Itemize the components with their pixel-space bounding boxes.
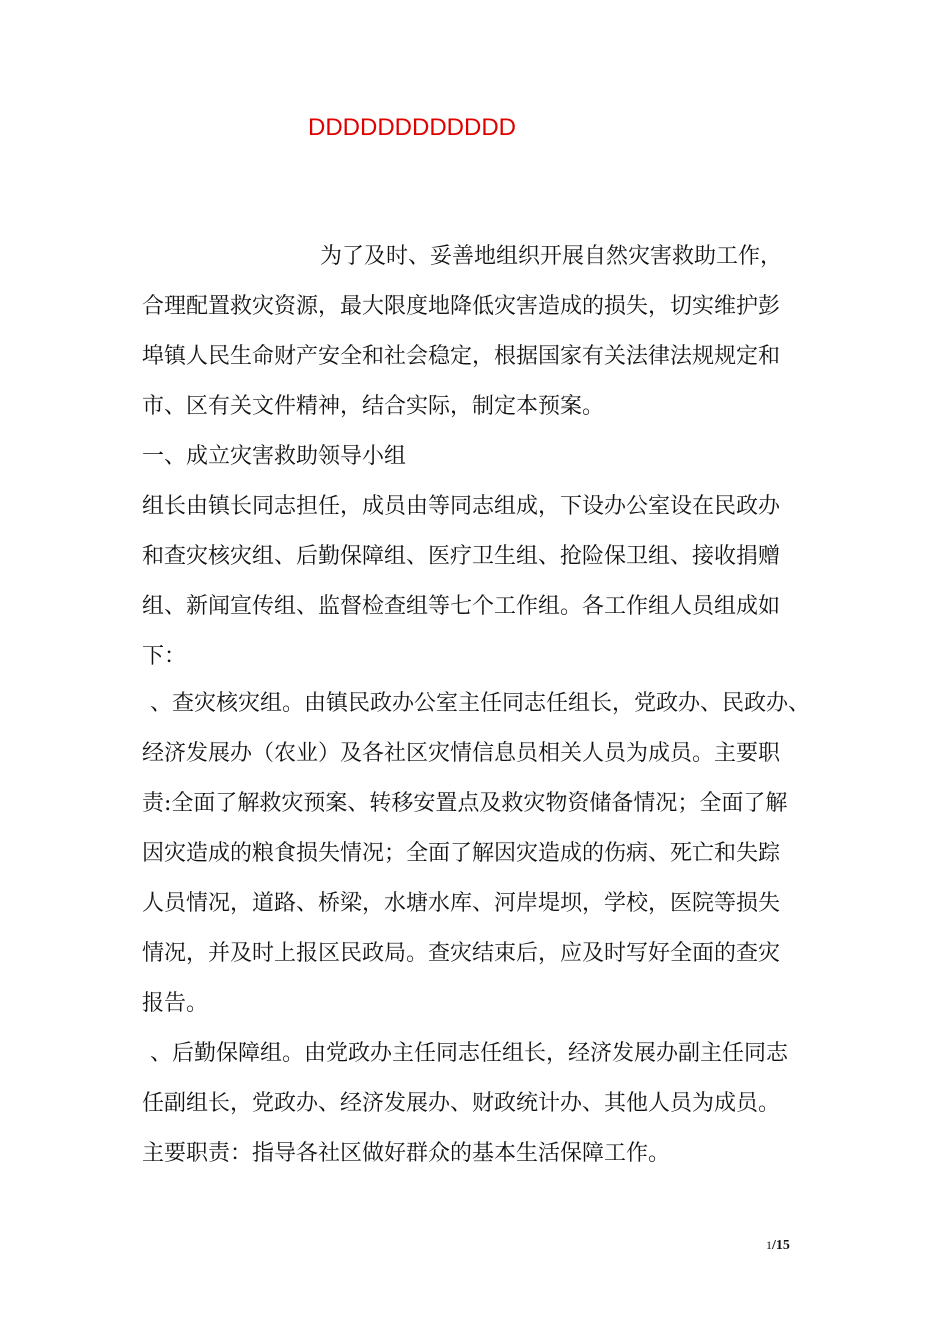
body-line-14: 人员情况，道路、桥梁，水塘水库、河岸堤坝，学校，医院等损失 xyxy=(142,891,781,916)
body-line-4: 市、区有关文件精神，结合实际，制定本预案。 xyxy=(142,394,605,419)
body-line-16: 报告。 xyxy=(142,991,209,1016)
body-line-6: 组长由镇长同志担任，成员由等同志组成，下设办公室设在民政办 xyxy=(142,494,781,519)
page-number xyxy=(766,1238,790,1254)
body-line-19: 主要职责：指导各社区做好群众的基本生活保障工作。 xyxy=(142,1141,671,1166)
body-line-15: 情况，并及时上报区民政局。查灾结束后，应及时写好全面的查灾 xyxy=(142,941,781,966)
page-current: 1 xyxy=(766,1238,772,1252)
body-line-9: 下： xyxy=(142,644,187,669)
body-line-12: 责:全面了解救灾预案、转移安置点及救灾物资储备情况；全面了解 xyxy=(142,791,788,816)
body-line-11: 经济发展办（农业）及各社区灾情信息员相关人员为成员。主要职 xyxy=(142,741,781,766)
body-line-17: 、后勤保障组。由党政办主任同志任组长，经济发展办副主任同志 xyxy=(150,1041,789,1066)
section-heading-1: 一、成立灾害救助领导小组 xyxy=(142,444,407,469)
body-line-3: 埠镇人民生命财产安全和社会稳定，根据国家有关法律法规规定和 xyxy=(142,344,781,369)
body-line-10: 、查灾核灾组。由镇民政办公室主任同志任组长，党政办、民政办、 xyxy=(150,691,811,716)
body-line-1: 为了及时、妥善地组织开展自然灾害救助工作， xyxy=(320,244,783,269)
body-line-13: 因灾造成的粮食损失情况；全面了解因灾造成的伤病、死亡和失踪 xyxy=(142,841,781,866)
body-line-7: 和查灾核灾组、后勤保障组、医疗卫生组、抢险保卫组、接收捐赠 xyxy=(142,544,781,569)
document-title: DDDDDDDDDDDD xyxy=(308,114,516,141)
body-line-18: 任副组长，党政办、经济发展办、财政统计办、其他人员为成员。 xyxy=(142,1091,781,1116)
body-line-8: 组、新闻宣传组、监督检查组等七个工作组。各工作组人员组成如 xyxy=(142,594,781,619)
body-line-2: 合理配置救灾资源，最大限度地降低灾害造成的损失，切实维护彭 xyxy=(142,294,781,319)
page-total: /15 xyxy=(772,1238,790,1253)
